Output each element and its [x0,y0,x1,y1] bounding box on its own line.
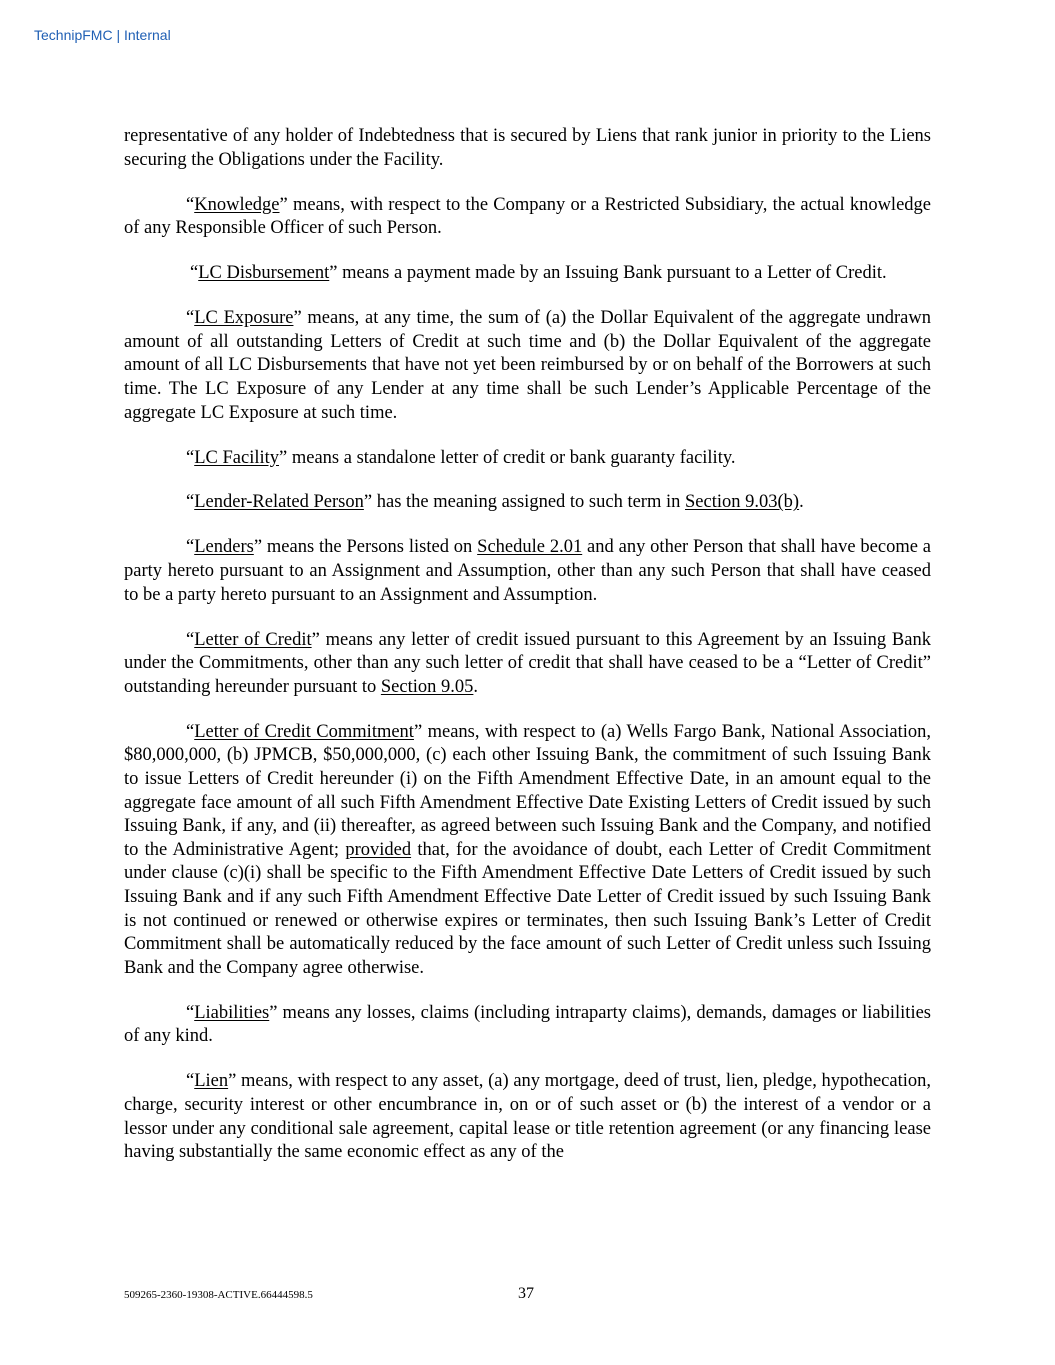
defined-term: LC Exposure [194,308,294,329]
defined-term: LC Disbursement [198,263,330,284]
definition-lc-exposure: “LC Exposure” means, at any time, the sum of (a) the Dollar Equivalent of the aggregate undrawn amount of all outstanding Letters of Credit at such time and (b) the Dollar Equivalent of the aggregate amount of all LC Disbursements that have not yet been reimbursed by or on behalf of the Borrowers at such time. The LC Exposure of any Lender at any time shall be such Lender’s Applicable Percentage of the aggregate LC Exposure at such time. [124,308,931,423]
definition-lc-disbursement: “LC Disbursement” means a payment made by an Issuing Bank pursuant to a Letter of Credit. [190,263,887,284]
definition-text: means, with respect to the Company or a Restricted Subsidiary, the actual knowledge of any Responsible Officer of such Person. [124,194,931,239]
definition-text: means, at any time, the sum of (a) the Dollar Equivalent of the aggregate undrawn amount of all outstanding Letters of Credit at such time and (b) the Dollar Equivalent of the aggregate amount of all LC Disbursements that have not yet been reimbursed by or on behalf of the Borrowers at such time. The LC Exposure of any Lender at any time shall be such Lender’s Applicable Percentage of the aggregate LC Exposure at such time. [124,308,931,423]
definition-text: means a standalone letter of credit or bank guaranty facility. [287,447,736,468]
document-body [124,125,931,1186]
definition-text-end: and any other Person that shall have become a party hereto pursuant to an Assignment and Assumption, other than any such Person that shall have ceased to be a party hereto pursuant to an Assignment and Assumption. [124,537,931,605]
page-number: 37 [518,1285,534,1302]
section-reference-link[interactable]: Section 9.05 [380,676,474,697]
definition-lien: “Lien” means, with respect to any asset, (a) any mortgage, deed of trust, lien, pledge, hypothecation, charge, security interest or other encumbrance in, on or of such asset or (b) the interest of a vendor or a lessor under any conditional sale agreement, capital lease or title retention agreement (or any financing lease having substantially the same economic effect as any of the [124,1071,931,1163]
definition-text: means, with respect to (a) Wells Fargo Bank, National Association, $80,000,000, (b) JPMCB, $50,000,000, (c) each other Issuing Bank, the commitment of such Issuing Bank to issue Letters of Credit hereunder (i) on the Fifth Amendment Effective Date, in an amount equal to the aggregate face amount of all such Fifth Amendment Effective Date Existing Letters of Credit issued by such Issuing Bank, if any, and (ii) thereafter, as agreed between such Issuing Bank and the Company, and notified to the Administrative Agent; [124,721,931,860]
definition-text: means, with respect to any asset, (a) any mortgage, deed of trust, lien, pledge, hypothecation, charge, security interest or other encumbrance in, on or of such asset or (b) the interest of a vendor or a lessor under any conditional sale agreement, capital lease or title retention agreement (or any financing lease having substantially the same economic effect as any of the [124,1071,931,1163]
document-id: 509265-2360-19308-ACTIVE.66444598.5 [124,1289,313,1301]
definition-letter-of-credit-commitment: “Letter of Credit Commitment” means, with respect to (a) Wells Fargo Bank, National Association, $80,000,000, (b) JPMCB, $50,000,000, (c) each other Issuing Bank, the commitment of such Issuing Bank to issue Letters of Credit hereunder (i) on the Fifth Amendment Effective Date, in an amount equal to the aggregate face amount of all such Fifth Amendment Effective Date Existing Letters of Credit issued by such Issuing Bank, if any, and (ii) thereafter, as agreed between such Issuing Bank and the Company, and notified to the Administrative Agent; provided that, for the avoidance of doubt, each Letter of Credit Commitment under clause (c)(i) shall be specific to the Fifth Amendment Effective Date Letters of Credit issued by such Issuing Bank and if any such Fifth Amendment Effective Date Letter of Credit issued by such Issuing Bank is not continued or renewed or otherwise expires or terminates, then such Issuing Bank’s Letter of Credit Commitment shall be automatically reduced by the face amount of such Letter of Credit unless such Issuing Bank and the Company agree otherwise. [124,721,931,978]
definition-knowledge: “Knowledge” means, with respect to the Company or a Restricted Subsidiary, the actual knowledge of any Responsible Officer of such Person. [124,194,931,239]
definition-text-end: that, for the avoidance of doubt, each Letter of Credit Commitment under clause (c)(i) shall be specific to the Fifth Amendment Effective Date Letters of Credit issued by such Issuing Bank and if any such Fifth Amendment Effective Date Letter of Credit issued by such Issuing Bank is not continued or renewed or otherwise expires or terminates, then such Issuing Bank’s Letter of Credit Commitment shall be automatically reduced by the face amount of such Letter of Credit unless such Issuing Bank and the Company agree otherwise. [124,839,931,978]
paragraph-text: representative of any holder of Indebtedness that is secured by Liens that rank junior in priority to the Liens securing the Obligations under the Facility. [124,126,931,170]
definition-text: means any losses, claims (including intraparty claims), demands, damages or liabilities of any kind. [124,1002,931,1047]
definition-text: has the meaning assigned to such term in [372,492,686,513]
definition-text-end: . [799,492,804,513]
definition-lc-facility: “LC Facility” means a standalone letter of credit or bank guaranty facility. [186,447,736,468]
defined-term: LC Facility [194,447,280,468]
classification-label: TechnipFMC | Internal [34,27,171,43]
section-reference-link[interactable]: Section 9.03(b) [685,492,800,513]
defined-term: Letter of Credit Commitment [194,721,414,742]
paragraph-continuation [124,125,931,172]
definition-text: means a payment made by an Issuing Bank pursuant to a Letter of Credit. [337,263,887,284]
defined-term: Knowledge [194,194,280,215]
defined-term: Liabilities [194,1002,270,1023]
defined-term: Lender-Related Person [194,492,364,513]
defined-term: Lenders [194,537,254,558]
defined-term: Letter of Credit [194,629,312,650]
definition-letter-of-credit: “Letter of Credit” means any letter of credit issued pursuant to this Agreement by an Issuing Bank under the Commitments, other than any such letter of credit that shall have ceased to be a “Letter of Credit” outstanding hereunder pursuant to Section 9.05. [124,629,931,697]
definition-text: means any letter of credit issued pursuant to this Agreement by an Issuing Bank under the Commitments, other than any such letter of credit that shall have ceased to be a “Letter of Credit” outstanding hereunder pursuant to [124,629,931,697]
schedule-reference-link[interactable]: Schedule 2.01 [477,537,583,558]
definition-liabilities: “Liabilities” means any losses, claims (including intraparty claims), demands, damages or liabilities of any kind. [124,1002,931,1047]
proviso-term: provided [345,839,412,860]
defined-term: Lien [194,1071,229,1092]
definition-lenders: “Lenders” means the Persons listed on Schedule 2.01 and any other Person that shall have become a party hereto pursuant to an Assignment and Assumption, other than any such Person that shall have ceased to be a party hereto pursuant to an Assignment and Assumption. [124,537,931,605]
definition-lender-related-person: “Lender-Related Person” has the meaning assigned to such term in Section 9.03(b). [186,492,804,513]
definition-text-end: . [473,676,479,697]
definition-text: means the Persons listed on [262,537,478,558]
